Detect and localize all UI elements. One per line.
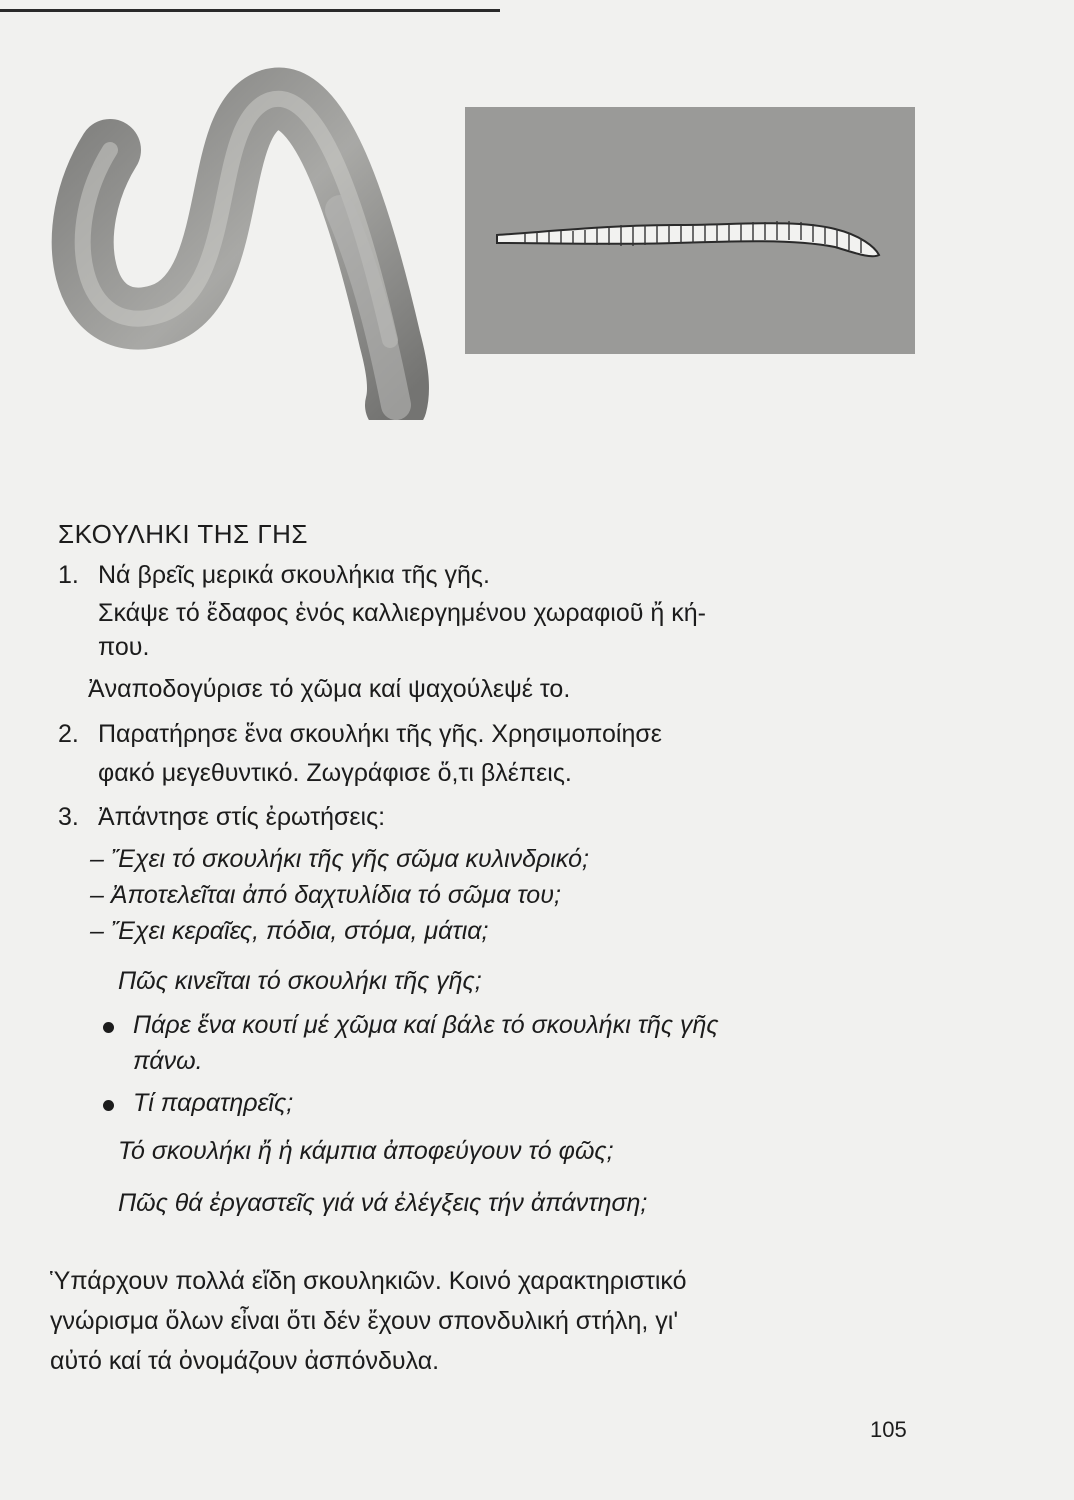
bullet-1-line-2: πάνω. — [133, 1047, 203, 1075]
item-1-number: 1. — [58, 561, 79, 589]
item-1-line-2: Σκάψε τό ἔδαφος ἑνός καλλιεργημένου χωραφιοῦ ἤ κή- — [98, 599, 706, 627]
earthworm-drawing — [40, 60, 460, 420]
light-question: Τό σκουλήκι ἤ ἡ κάμπια ἀποφεύγουν τό φῶς; — [118, 1137, 614, 1165]
item-3-number: 3. — [58, 803, 79, 831]
item-2-line-2: φακό μεγεθυντικό. Ζωγράφισε ὅ,τι βλέπεις. — [98, 759, 572, 787]
bullet-1-line-1: Πάρε ἕνα κουτί μέ χῶμα καί βάλε τό σκουλήκι τῆς γῆς — [133, 1011, 719, 1039]
bullet-2-line-1: Τί παρατηρεῖς; — [133, 1089, 294, 1117]
item-1-text: Νά βρεῖς μερικά σκουλήκια τῆς γῆς. — [98, 561, 490, 589]
item-3-line-1 — [58, 802, 385, 832]
item-2-number: 2. — [58, 720, 79, 748]
closing-line-2: γνώρισμα ὅλων εἶναι ὅτι δέν ἔχουν σπονδυλική στήλη, γι' — [50, 1307, 679, 1335]
item-2-text: Παρατήρησε ἕνα σκουλήκι τῆς γῆς. Χρησιμοποίησε — [98, 720, 662, 748]
question-2: – Ἀποτελεῖται ἀπό δαχτυλίδια τό σῶμα του; — [90, 881, 561, 909]
page-number: 105 — [870, 1417, 907, 1442]
item-1-line-3: που. — [98, 633, 150, 661]
top-rule — [0, 9, 500, 12]
movement-question: Πῶς κινεῖται τό σκουλήκι τῆς γῆς; — [118, 967, 482, 995]
item-3-text: Ἀπάντησε στίς ἐρωτήσεις: — [98, 803, 386, 831]
section-heading: ΣΚΟΥΛΗΚΙ ΤΗΣ ΓΗΣ — [58, 519, 308, 549]
closing-line-1: Ὑπάρχουν πολλά εἴδη σκουληκιῶν. Κοινό χαρακτηριστικό — [50, 1267, 687, 1295]
experiment-question: Πῶς θά ἐργαστεῖς γιά νά ἐλέγξεις τήν ἀπάντηση; — [118, 1189, 648, 1217]
bullet-dot-1 — [103, 1022, 114, 1033]
question-1: – Ἔχει τό σκουλήκι τῆς γῆς σῶμα κυλινδρικό; — [90, 845, 589, 873]
item-1-line-4: Ἀναποδογύρισε τό χῶμα καί ψαχούλεψέ το. — [88, 675, 571, 703]
item-2-line-1 — [58, 719, 662, 749]
earthworm-photo — [465, 107, 915, 354]
item-1-line-1 — [58, 560, 490, 590]
closing-line-3: αὐτό καί τά ὀνομάζουν ἀσπόνδυλα. — [50, 1347, 440, 1375]
question-3: – Ἔχει κεραῖες, πόδια, στόμα, μάτια; — [90, 917, 489, 945]
bullet-dot-2 — [103, 1100, 114, 1111]
